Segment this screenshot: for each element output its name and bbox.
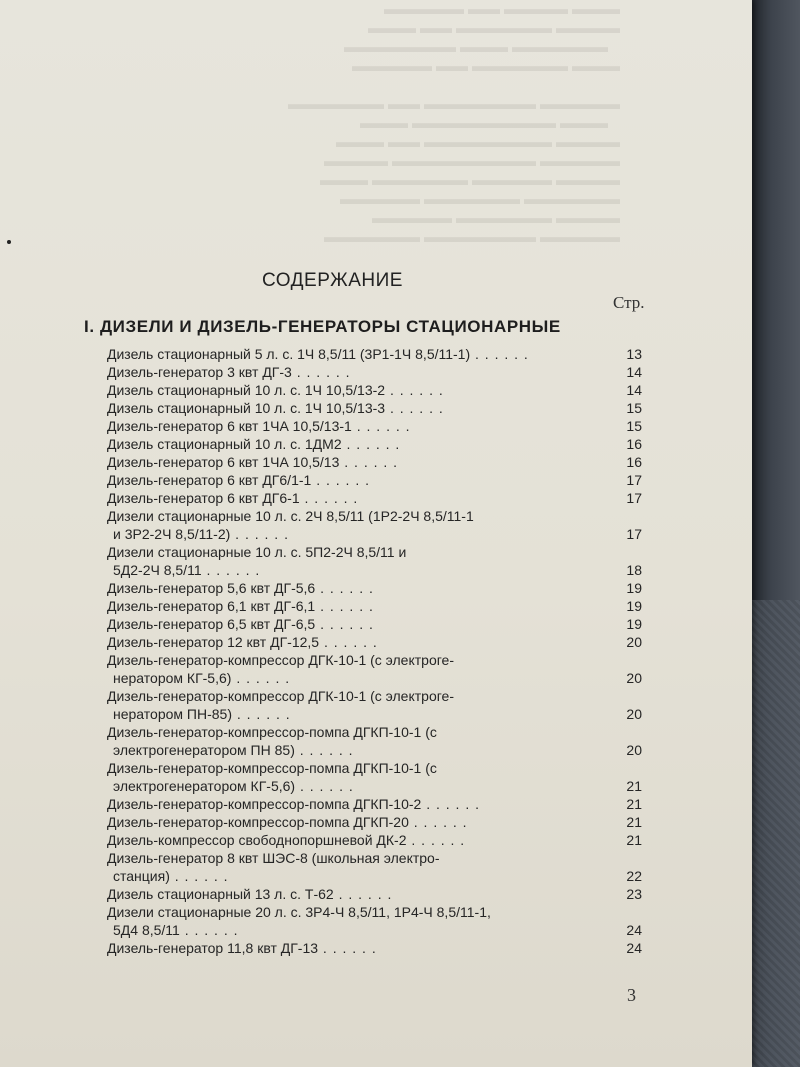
toc-entry [107, 885, 642, 903]
toc-entry-title [107, 633, 612, 651]
toc-entry-line: Дизель стационарный 13 л. с. Т-62 . . [107, 886, 392, 902]
toc-entry-title [107, 849, 612, 885]
toc-entry-page: 20 [626, 742, 642, 758]
toc-entry [107, 435, 642, 453]
toc-entry [107, 399, 642, 417]
toc-entry-title [107, 489, 612, 507]
toc-entry-page: 15 [626, 400, 642, 416]
toc-entry-title [107, 507, 612, 543]
toc-entry-page: 18 [626, 562, 642, 578]
toc-entry-page: 14 [626, 364, 642, 380]
toc-entry-title [107, 363, 612, 381]
toc-entry-page: 24 [626, 940, 642, 956]
toc-entry-line: электрогенератором КГ-5,6) . . [107, 777, 606, 795]
toc-entry-title [107, 687, 612, 723]
toc-entry-page: 20 [626, 634, 642, 650]
toc-entry-line: Дизель стационарный 10 л. с. 1ДМ2 . . [107, 436, 400, 452]
ink-speck [7, 240, 11, 244]
toc-entry-line: 5Д4 8,5/11 . . [107, 921, 606, 939]
toc-entry-line: 5Д2-2Ч 8,5/11 . . [107, 561, 606, 579]
toc-entry-line: Дизель стационарный 10 л. с. 1Ч 10,5/13-2 . . [107, 382, 444, 398]
toc-entry [107, 903, 642, 939]
toc-entry-line: нератором ПН-85) . . [107, 705, 606, 723]
toc-entry-title [107, 471, 612, 489]
toc-entry-title [107, 651, 612, 687]
toc-entry-line: Дизель стационарный 10 л. с. 1Ч 10,5/13-3 . . [107, 400, 444, 416]
toc-entry-title [107, 795, 612, 813]
toc-entry-line: Дизель-генератор 6 квт 1ЧА 10,5/13 . . [107, 454, 398, 470]
toc-entry [107, 651, 642, 687]
toc-entry-line: Дизель-генератор-компрессор-помпа ДГКП-10-2 . . [107, 796, 480, 812]
toc-entry-line: Дизели стационарные 10 л. с. 2Ч 8,5/11 (1Р2-2Ч 8,5/11-1 [107, 508, 474, 524]
toc-entry-title [107, 597, 612, 615]
toc-entry-page: 17 [626, 490, 642, 506]
toc-entry-line: Дизель-генератор 6 квт ДГ6/1-1 . . [107, 472, 370, 488]
show-through-text: ▬▬▬ ▬▬▬▬ ▬▬ ▬▬▬▬▬ ▬▬▬▬ ▬▬▬▬▬▬ ▬▬ ▬▬▬ ▬▬▬▬▬▬ ▬▬▬ ▬▬▬▬▬▬▬ ▬▬▬ ▬▬▬▬▬▬ ▬▬ ▬▬▬▬▬ ▬▬▬▬▬ ▬▬▬▬▬▬▬ ▬▬ ▬▬▬▬▬▬ ▬▬▬ ▬▬▬▬▬▬▬▬▬ ▬▬▬ ▬▬▬▬ ▬▬▬▬▬▬▬▬ ▬▬ ▬▬▬ ▬▬▬▬▬ ▬▬▬▬▬▬▬▬▬ ▬▬▬▬ ▬▬▬▬ ▬▬▬▬▬ ▬▬▬▬▬▬ ▬▬▬ ▬▬▬▬▬▬ ▬▬▬▬▬▬ ▬▬▬▬▬ ▬▬▬▬ ▬▬▬▬▬▬ ▬▬▬▬▬ ▬▬▬▬▬ ▬▬▬▬▬▬▬ ▬▬▬▬▬▬ [288, 1, 620, 246]
toc-entry-page: 16 [626, 436, 642, 452]
toc-entry [107, 759, 642, 795]
toc-entry-page: 19 [626, 616, 642, 632]
table-of-contents [107, 345, 642, 957]
background-surface [752, 0, 800, 1067]
toc-entry-line: и 3Р2-2Ч 8,5/11-2) . . [107, 525, 606, 543]
toc-entry [107, 345, 642, 363]
toc-entry [107, 543, 642, 579]
toc-entry-title [107, 381, 612, 399]
section-title: I. ДИЗЕЛИ И ДИЗЕЛЬ-ГЕНЕРАТОРЫ СТАЦИОНАРНЫЕ [84, 317, 561, 336]
toc-entry [107, 381, 642, 399]
toc-entry-line: Дизель-генератор 6 квт ДГ6-1 . . [107, 490, 358, 506]
toc-entry-page: 23 [626, 886, 642, 902]
page-title: СОДЕРЖАНИЕ [262, 270, 403, 291]
toc-entry [107, 363, 642, 381]
toc-entry-title [107, 831, 612, 849]
toc-entry [107, 723, 642, 759]
toc-entry-line: Дизель-генератор-компрессор-помпа ДГКП-20 . . [107, 814, 468, 830]
toc-entry [107, 795, 642, 813]
toc-entry-title [107, 939, 612, 957]
toc-entry-page: 17 [626, 472, 642, 488]
toc-entry-line: Дизель стационарный 5 л. с. 1Ч 8,5/11 (3Р1-1Ч 8,5/11-1) . . [107, 346, 529, 362]
toc-entry-line: Дизель-генератор 6,1 квт ДГ-6,1 . . [107, 598, 374, 614]
toc-entry-page: 15 [626, 418, 642, 434]
toc-entry-page: 17 [626, 526, 642, 542]
toc-entry-line: нератором КГ-5,6) . . [107, 669, 606, 687]
toc-entry [107, 453, 642, 471]
toc-entry [107, 687, 642, 723]
toc-entry-line: Дизели стационарные 20 л. с. 3Р4-Ч 8,5/11, 1Р4-Ч 8,5/11-1, [107, 904, 491, 920]
toc-entry-page: 22 [626, 868, 642, 884]
toc-entry-page: 24 [626, 922, 642, 938]
toc-entry-page: 16 [626, 454, 642, 470]
toc-entry-title [107, 345, 612, 363]
toc-entry-line: Дизель-генератор-компрессор-помпа ДГКП-10-1 (с [107, 760, 437, 776]
toc-entry-line: Дизель-генератор 11,8 квт ДГ-13 . . [107, 940, 377, 956]
toc-entry-line: Дизель-компрессор свободнопоршневой ДК-2 . . [107, 832, 465, 848]
toc-entry [107, 633, 642, 651]
toc-entry-title [107, 435, 612, 453]
toc-entry-title [107, 579, 612, 597]
toc-entry-line: Дизели стационарные 10 л. с. 5П2-2Ч 8,5/11 и [107, 544, 407, 560]
toc-entry-title [107, 399, 612, 417]
toc-entry-page: 20 [626, 706, 642, 722]
toc-entry-title [107, 903, 612, 939]
toc-entry-page: 21 [626, 832, 642, 848]
toc-entry [107, 489, 642, 507]
toc-entry-line: Дизель-генератор-компрессор ДГК-10-1 (с электроге- [107, 652, 454, 668]
toc-entry-title [107, 453, 612, 471]
toc-entry-page: 19 [626, 580, 642, 596]
toc-entry-line: электрогенератором ПН 85) . . [107, 741, 606, 759]
toc-entry-line: Дизель-генератор-компрессор ДГК-10-1 (с электроге- [107, 688, 454, 704]
toc-entry-page: 20 [626, 670, 642, 686]
toc-entry-line: Дизель-генератор 8 квт ШЭС-8 (школьная электро- [107, 850, 440, 866]
page-number: 3 [627, 985, 636, 1005]
toc-entry [107, 597, 642, 615]
toc-entry-page: 21 [626, 796, 642, 812]
toc-entry-line: Дизель-генератор 5,6 квт ДГ-5,6 . . [107, 580, 374, 596]
toc-entry-title [107, 723, 612, 759]
toc-entry [107, 831, 642, 849]
toc-entry [107, 615, 642, 633]
toc-entry [107, 813, 642, 831]
toc-entry-line: Дизель-генератор 6,5 квт ДГ-6,5 . . [107, 616, 374, 632]
toc-entry-line: Дизель-генератор 12 квт ДГ-12,5 . . [107, 634, 378, 650]
toc-entry-page: 13 [626, 346, 642, 362]
toc-entry-line: станция) . . [107, 867, 606, 885]
toc-entry [107, 471, 642, 489]
toc-entry-line: Дизель-генератор 3 квт ДГ-3 . . [107, 364, 351, 380]
page-column-label: Стр. [613, 293, 645, 312]
toc-entry [107, 417, 642, 435]
toc-entry-page: 14 [626, 382, 642, 398]
toc-entry-title [107, 615, 612, 633]
toc-entry-line: Дизель-генератор 6 квт 1ЧА 10,5/13-1 . . [107, 418, 411, 434]
toc-entry-page: 21 [626, 814, 642, 830]
toc-entry-title [107, 417, 612, 435]
toc-entry-title [107, 759, 612, 795]
toc-entry [107, 507, 642, 543]
toc-entry-line: Дизель-генератор-компрессор-помпа ДГКП-10-1 (с [107, 724, 437, 740]
toc-entry [107, 849, 642, 885]
toc-entry-title [107, 543, 612, 579]
toc-entry [107, 939, 642, 957]
toc-entry-page: 21 [626, 778, 642, 794]
toc-entry-title [107, 885, 612, 903]
toc-entry [107, 579, 642, 597]
toc-entry-title [107, 813, 612, 831]
toc-entry-page: 19 [626, 598, 642, 614]
